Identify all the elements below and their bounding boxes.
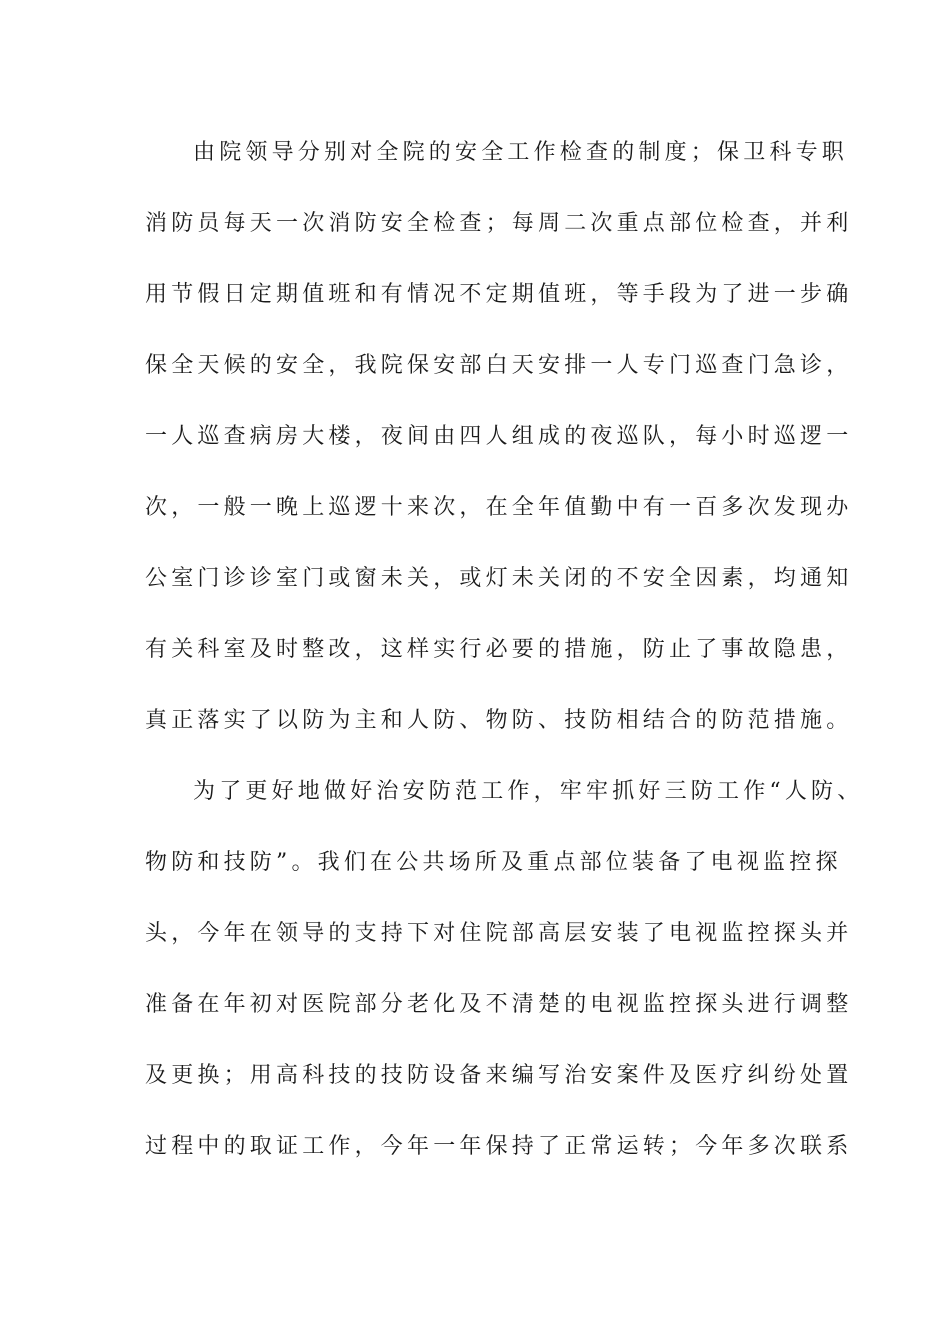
paragraph-1-line-3: 用节假日定期值班和有情况不定期值班，等手段为了进一步确 bbox=[145, 282, 853, 307]
paragraph-2-line-3: 头，今年在领导的支持下对住院部高层安装了电视监控探头并 bbox=[145, 921, 853, 946]
paragraph-1-line-1: 由院领导分别对全院的安全工作检查的制度；保卫科专职 bbox=[193, 140, 849, 165]
paragraph-1-line-2: 消防员每天一次消防安全检查；每周二次重点部位检查，并利 bbox=[145, 211, 853, 236]
paragraph-2-line-6: 过程中的取证工作，今年一年保持了正常运转；今年多次联系 bbox=[145, 1134, 853, 1159]
paragraph-1-line-8: 有关科室及时整改，这样实行必要的措施，防止了事故隐患， bbox=[145, 637, 853, 662]
paragraph-1-line-6: 次，一般一晚上巡逻十来次，在全年值勤中有一百多次发现办 bbox=[145, 495, 853, 520]
paragraph-1-line-4: 保全天候的安全，我院保安部白天安排一人专门巡查门急诊， bbox=[145, 353, 853, 378]
paragraph-1-line-7: 公室门诊诊室门或窗未关，或灯未关闭的不安全因素，均通知 bbox=[145, 566, 853, 591]
paragraph-2-line-1: 为了更好地做好治安防范工作，牢牢抓好三防工作“人防、 bbox=[193, 779, 864, 804]
paragraph-2-line-2: 物防和技防”。我们在公共场所及重点部位装备了电视监控探 bbox=[145, 850, 842, 875]
paragraph-2-line-5: 及更换；用高科技的技防设备来编写治安案件及医疗纠纷处置 bbox=[145, 1063, 853, 1088]
paragraph-2-line-4: 准备在年初对医院部分老化及不清楚的电视监控探头进行调整 bbox=[145, 992, 853, 1017]
paragraph-1-line-9: 真正落实了以防为主和人防、物防、技防相结合的防范措施。 bbox=[145, 708, 853, 733]
paragraph-1-line-5: 一人巡查病房大楼，夜间由四人组成的夜巡队，每小时巡逻一 bbox=[145, 424, 853, 449]
